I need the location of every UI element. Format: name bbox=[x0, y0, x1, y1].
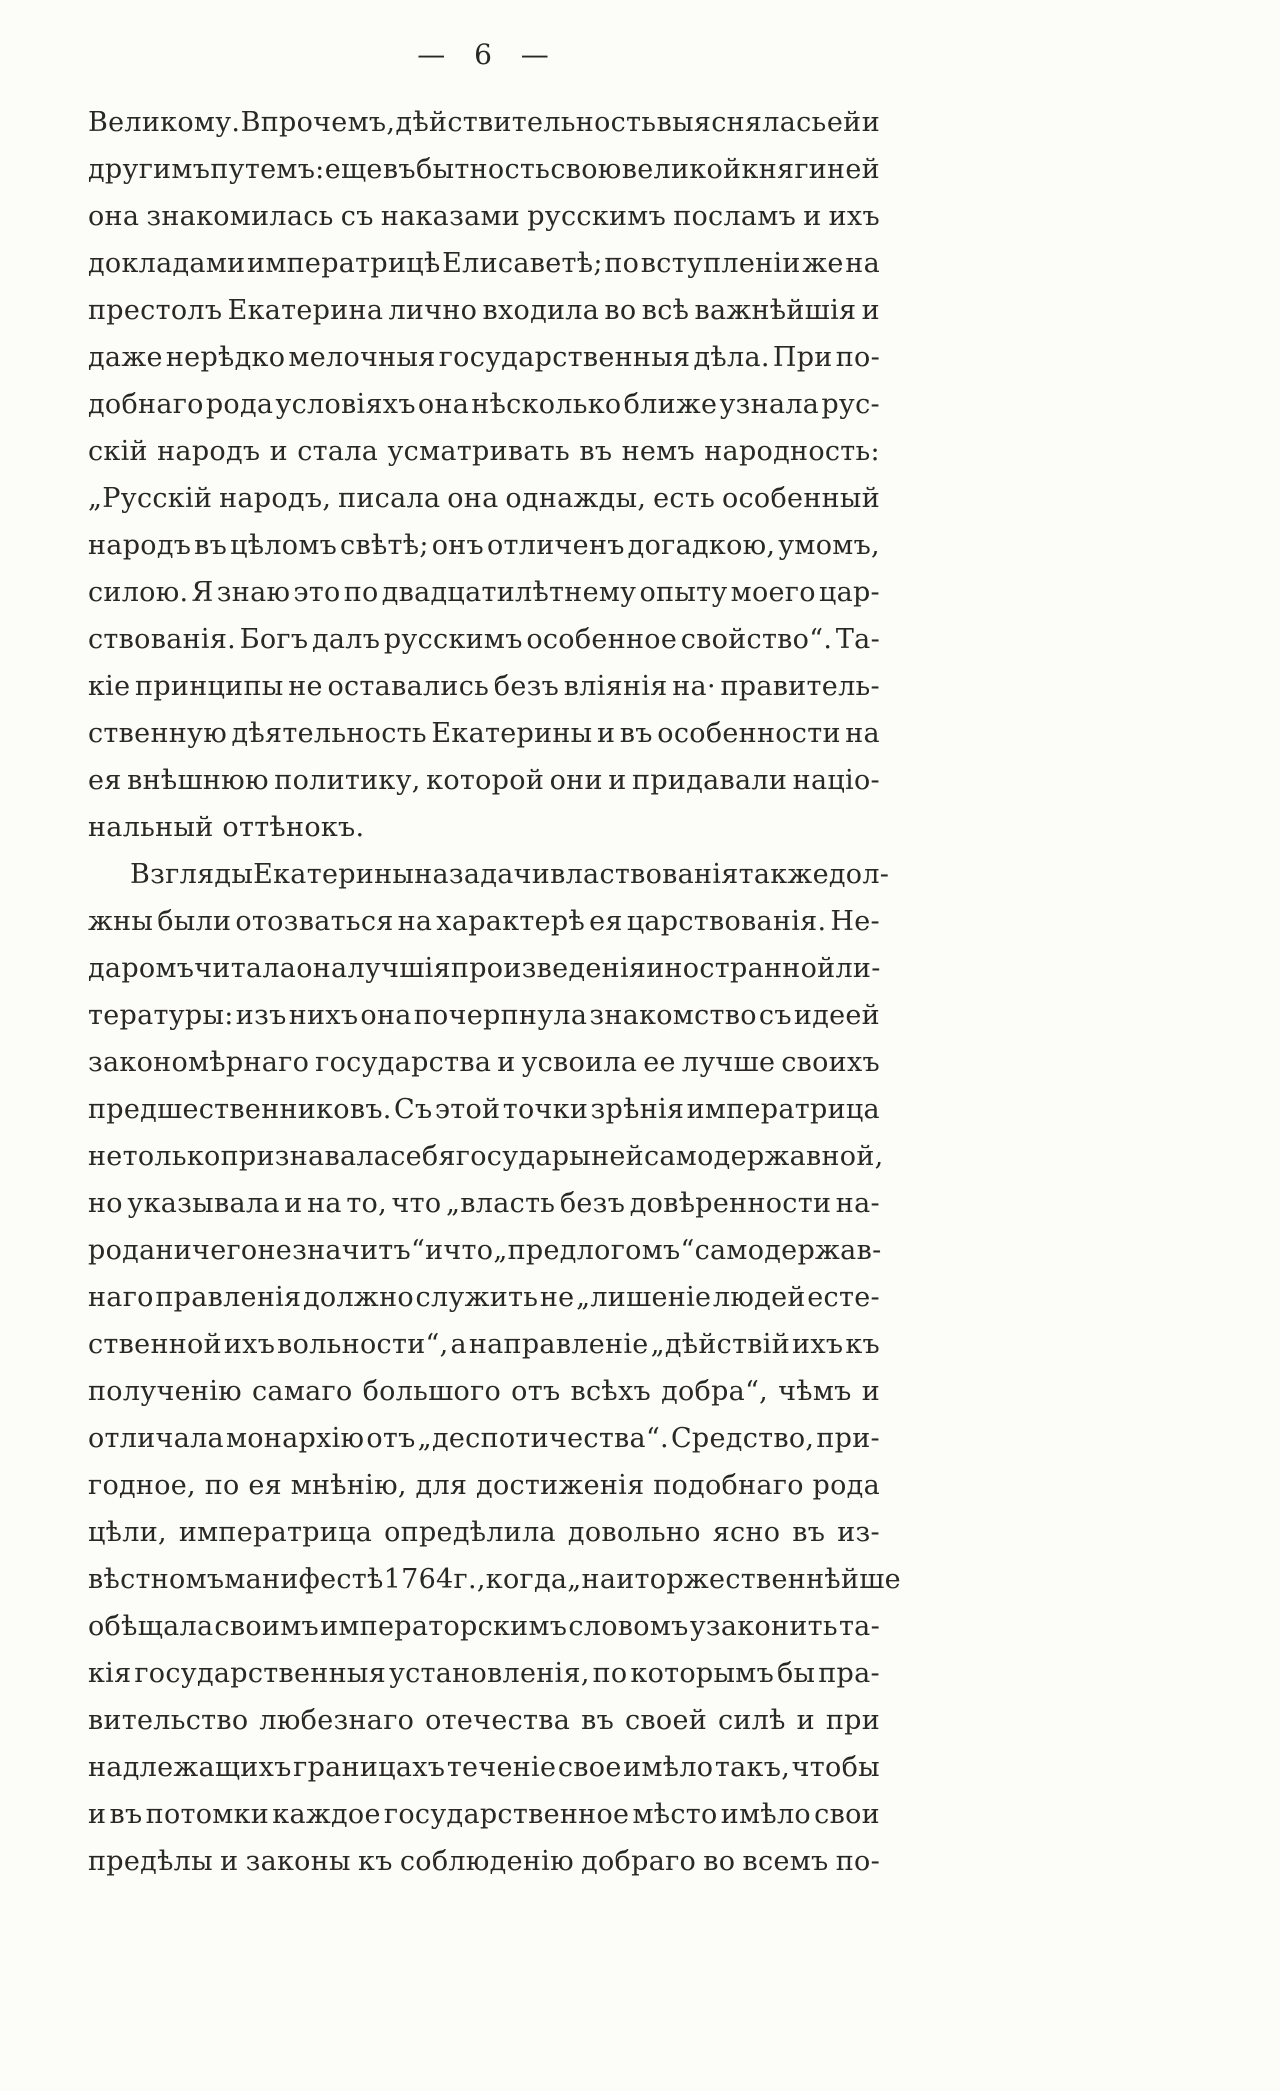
text-line: полученію самаго большого отъ всѣхъ добра“, чѣмъ и bbox=[88, 1376, 880, 1407]
text-line: вительство любезнаго отечества въ своей силѣ и при bbox=[88, 1705, 880, 1736]
text-line: ственной ихъ вольности“, а направленіе „дѣйствій ихъ къ bbox=[88, 1329, 880, 1360]
text-line: не только признавала себя государыней самодержавной, bbox=[88, 1141, 884, 1172]
text-line: ственную дѣятельность Екатерины и въ особенности на bbox=[88, 718, 880, 749]
text-line: наго правленія должно служить не „лишеніе людей есте- bbox=[88, 1282, 880, 1313]
text-line: силою. Я знаю это по двадцатилѣтнему опыту моего цар- bbox=[88, 577, 880, 608]
text-line: надлежащихъ границахъ теченіе свое имѣло такъ, чтобы bbox=[88, 1752, 880, 1783]
text-line: годное, по ея мнѣнію, для достиженія подобнаго рода bbox=[88, 1470, 880, 1501]
text-line: тературы: изъ нихъ она почерпнула знакомство съ идеей bbox=[88, 1000, 880, 1031]
text-line: докладами императрицѣ Елисаветѣ; по вступленіи же на bbox=[88, 248, 880, 279]
text-line: ствованія. Богъ далъ русскимъ особенное свойство“. Та- bbox=[88, 624, 880, 655]
text-line: обѣщала своимъ императорскимъ словомъ узаконить та- bbox=[88, 1611, 880, 1642]
text-line: кія государственныя установленія, по которымъ бы пра- bbox=[88, 1658, 880, 1689]
text-line: скій народъ и стала усматривать въ немъ народность: bbox=[88, 436, 880, 467]
text-line: народъ въ цѣломъ свѣтѣ; онъ отличенъ догадкою, умомъ, bbox=[88, 530, 880, 561]
text-line: вѣстномъ манифестѣ 1764 г., когда „наиторжественнѣйше bbox=[88, 1564, 901, 1595]
page-header bbox=[88, 38, 880, 71]
paragraph bbox=[88, 99, 880, 851]
text-line: закономѣрнаго государства и усвоила ее лучше своихъ bbox=[88, 1047, 880, 1078]
text-line: но указывала и на то, что „власть безъ довѣренности на- bbox=[88, 1188, 880, 1219]
text-line: ея внѣшнюю политику, которой они и придавали націо- bbox=[88, 765, 880, 796]
page-number: — 6 — bbox=[417, 38, 551, 71]
text-line: даромъ читала она лучшія произведенія иностранной ли- bbox=[88, 953, 881, 984]
text-line: отличала монархію отъ „деспотичества“. Средство, при- bbox=[88, 1423, 880, 1454]
text-line: престолъ Екатерина лично входила во всѣ важнѣйшія и bbox=[88, 295, 880, 326]
text-line: она знакомилась съ наказами русскимъ посламъ и ихъ bbox=[88, 201, 880, 232]
text-line: добнаго рода условіяхъ она нѣсколько ближе узнала рус- bbox=[88, 389, 880, 420]
text-line: рода ничего не значитъ“ и что „предлогомъ“ самодержав- bbox=[88, 1235, 882, 1266]
text-line: другимъ путемъ: еще въ бытность свою великой княгиней bbox=[88, 154, 880, 185]
text-line: Взгляды Екатерины на задачи властвованія также дол- bbox=[130, 859, 890, 890]
paragraph bbox=[88, 851, 901, 1885]
text-line: предшественниковъ. Съ этой точки зрѣнія императрица bbox=[88, 1094, 880, 1125]
text-block bbox=[88, 99, 901, 1885]
text-line: цѣли, императрица опредѣлила довольно ясно въ из- bbox=[88, 1517, 880, 1548]
text-line: даже нерѣдко мелочныя государственныя дѣла. При по- bbox=[88, 342, 880, 373]
text-line: нальный оттѣнокъ. bbox=[88, 812, 365, 843]
text-line: предѣлы и законы къ соблюденію добраго во всемъ по- bbox=[88, 1846, 880, 1877]
text-line: „Русскій народъ, писала она однажды, есть особенный bbox=[88, 483, 880, 514]
text-line: Великому. Впрочемъ, дѣйствительность выяснялась ей и bbox=[88, 107, 880, 138]
text-line: жны были отозваться на характерѣ ея царствованія. Не- bbox=[88, 906, 880, 937]
text-line: и въ потомки каждое государственное мѣсто имѣло свои bbox=[88, 1799, 880, 1830]
text-line: кіе принципы не оставались безъ вліянія на· правитель- bbox=[88, 671, 880, 702]
